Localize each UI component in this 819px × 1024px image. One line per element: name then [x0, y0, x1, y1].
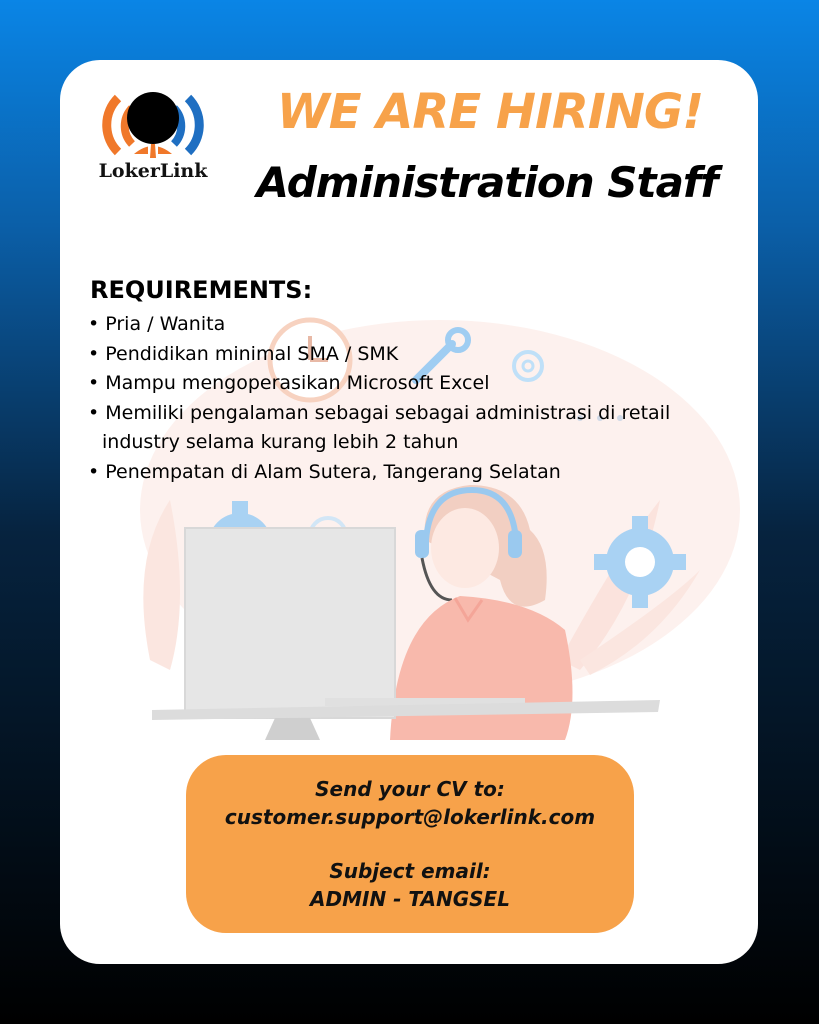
subject-label: Subject email: — [329, 859, 491, 883]
position-title: Administration Staff — [256, 158, 718, 207]
poster-card — [60, 60, 758, 964]
list-item: • Pria / Wanita — [88, 310, 728, 340]
list-item: • Mampu mengoperasikan Microsoft Excel — [88, 369, 728, 399]
requirements-list — [88, 310, 728, 487]
send-cv-label: Send your CV to: — [315, 777, 505, 801]
list-item: • Pendidikan minimal SMA / SMK — [88, 340, 728, 370]
contact-box — [186, 755, 634, 933]
requirements-title: REQUIREMENTS: — [90, 276, 313, 304]
logo-icon — [88, 86, 218, 166]
subject-value: ADMIN - TANGSEL — [310, 887, 510, 911]
contact-email[interactable]: customer.support@lokerlink.com — [224, 805, 596, 829]
list-item: • Penempatan di Alam Sutera, Tangerang Selatan — [88, 458, 728, 488]
lokerlink-logo — [88, 86, 218, 186]
list-item: • Memiliki pengalaman sebagai sebagai administrasi di retail industry selama kurang lebih 2 tahun — [88, 399, 728, 458]
hiring-headline: WE ARE HIRING! — [276, 84, 704, 140]
logo-wordmark: LokerLink — [98, 160, 208, 182]
